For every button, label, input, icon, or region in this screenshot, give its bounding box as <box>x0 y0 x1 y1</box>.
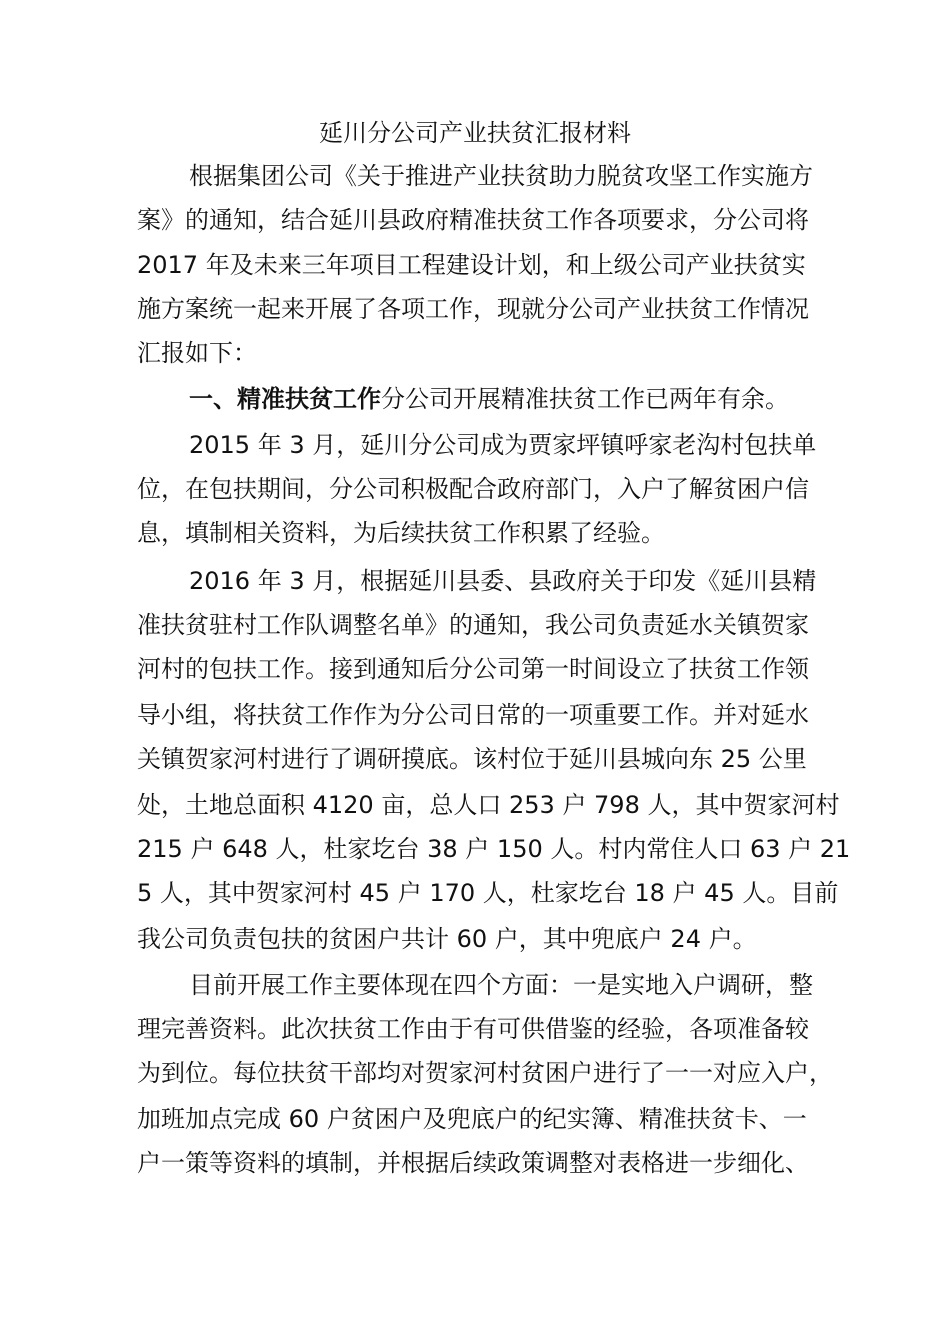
paragraph-1-line-5: 汇报如下： <box>137 339 257 367</box>
paragraph-3-line-7: 215 户 648 人，杜家圪台 38 户 150 人。村内常住人口 63 户 21 <box>137 835 851 863</box>
paragraph-1-line-3: 2017 年及未来三年项目工程建设计划，和上级公司产业扶贫实 <box>137 251 806 279</box>
paragraph-4-line-1: 目前开展工作主要体现在四个方面：一是实地入户调研，整 <box>189 971 813 999</box>
section-heading <box>189 384 950 414</box>
section-heading-text: 分公司开展精准扶贫工作已两年有余。 <box>381 385 789 413</box>
paragraph-3-line-9: 我公司负责包扶的贫困户共计 60 户，其中兜底户 24 户。 <box>137 925 757 953</box>
section-heading-title: 一、精准扶贫工作 <box>189 385 381 413</box>
paragraph-3-line-1: 2016 年 3 月，根据延川县委、县政府关于印发《延川县精 <box>189 567 817 595</box>
paragraph-4-line-5: 户一策等资料的填制，并根据后续政策调整对表格进一步细化、 <box>137 1149 809 1177</box>
paragraph-3-line-4: 导小组，将扶贫工作作为分公司日常的一项重要工作。并对延水 <box>137 701 809 729</box>
paragraph-3-line-6: 处，土地总面积 4120 亩，总人口 253 户 798 人，其中贺家河村 <box>137 791 840 819</box>
paragraph-3-line-8: 5 人，其中贺家河村 45 户 170 人，杜家圪台 18 户 45 人。目前 <box>137 879 839 907</box>
paragraph-1-line-1: 根据集团公司《关于推进产业扶贫助力脱贫攻坚工作实施方 <box>189 162 813 190</box>
paragraph-1-line-2: 案》的通知，结合延川县政府精准扶贫工作各项要求，分公司将 <box>137 206 809 234</box>
paragraph-3-line-2: 准扶贫驻村工作队调整名单》的通知，我公司负责延水关镇贺家 <box>137 611 809 639</box>
document-title: 延川分公司产业扶贫汇报材料 <box>319 119 631 147</box>
paragraph-1-line-4: 施方案统一起来开展了各项工作，现就分公司产业扶贫工作情况 <box>137 295 809 323</box>
paragraph-2-line-1: 2015 年 3 月，延川分公司成为贾家坪镇呼家老沟村包扶单 <box>189 431 817 459</box>
paragraph-2-line-2: 位，在包扶期间，分公司积极配合政府部门，入户了解贫困户信 <box>137 475 809 503</box>
paragraph-4-line-3: 为到位。每位扶贫干部均对贺家河村贫困户进行了一一对应入户， <box>137 1059 833 1087</box>
paragraph-4-line-4: 加班加点完成 60 户贫困户及兜底户的纪实簿、精准扶贫卡、一 <box>137 1105 807 1133</box>
paragraph-3-line-5: 关镇贺家河村进行了调研摸底。该村位于延川县城向东 25 公里 <box>137 745 807 773</box>
paragraph-4-line-2: 理完善资料。此次扶贫工作由于有可供借鉴的经验，各项准备较 <box>137 1015 809 1043</box>
paragraph-3-line-3: 河村的包扶工作。接到通知后分公司第一时间设立了扶贫工作领 <box>137 655 809 683</box>
paragraph-2-line-3: 息，填制相关资料，为后续扶贫工作积累了经验。 <box>137 519 665 547</box>
